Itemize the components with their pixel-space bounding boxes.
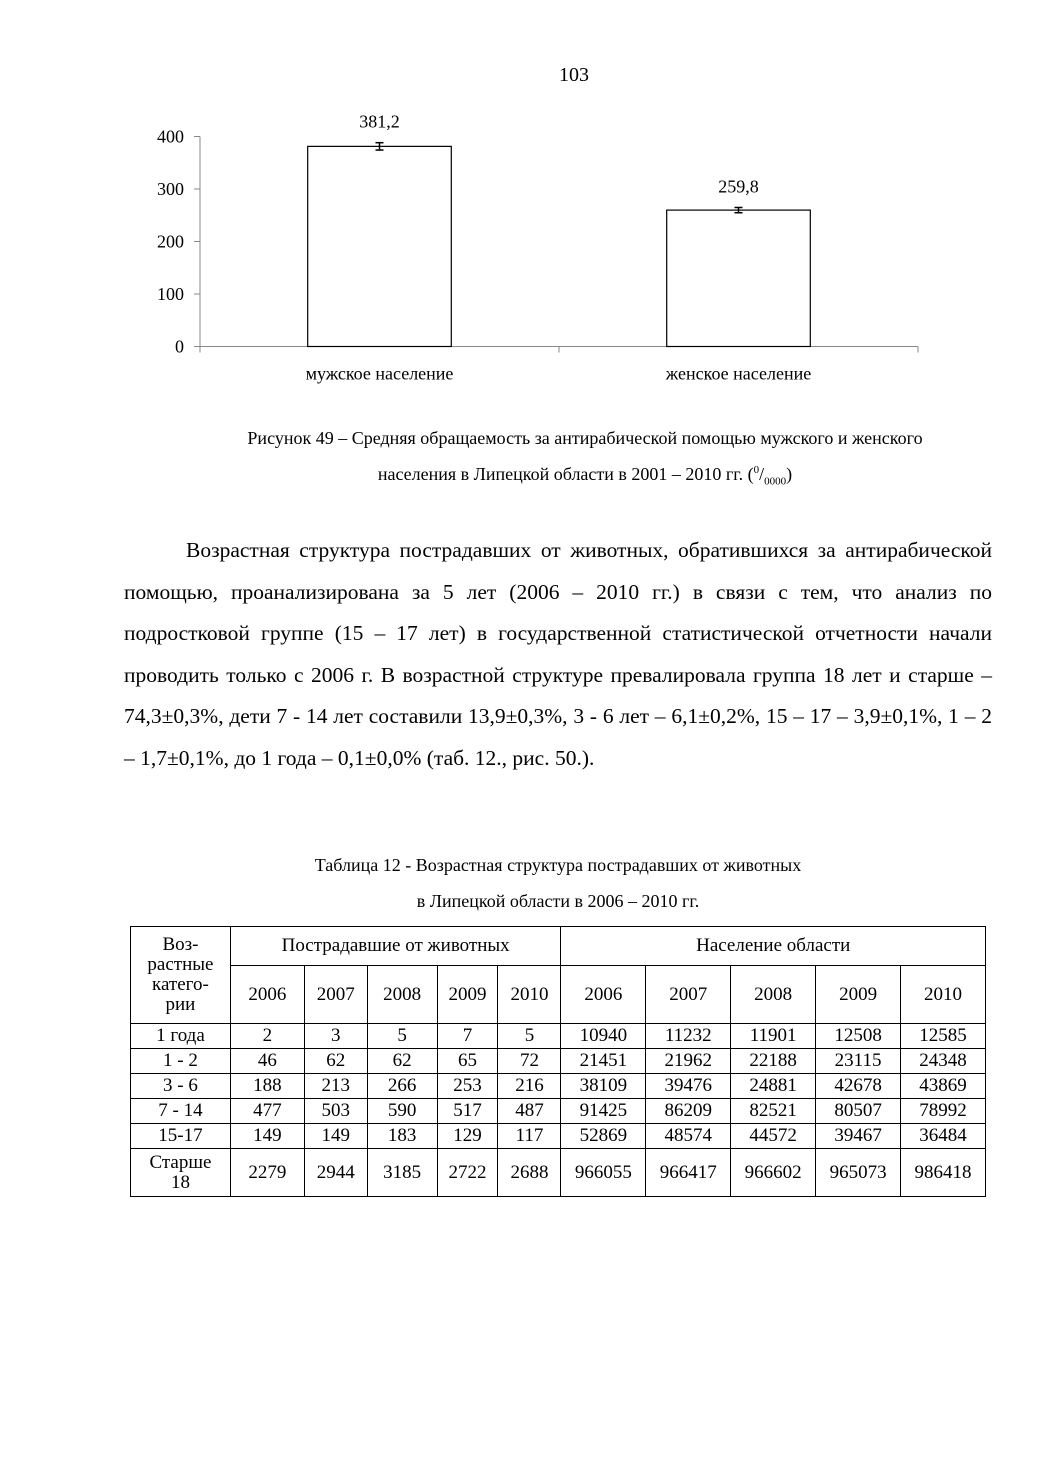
figure-caption-line2	[150, 454, 1020, 498]
unit-close: )	[786, 464, 793, 484]
year-header-cell: 2006	[561, 966, 646, 1024]
value-cell: 62	[304, 1049, 367, 1074]
data-label: 381,2	[359, 111, 400, 132]
y-tick-label: 400	[157, 126, 184, 147]
value-cell: 149	[230, 1124, 304, 1149]
value-cell: 966602	[731, 1149, 816, 1197]
year-header-cell: 2008	[731, 966, 816, 1024]
value-cell: 2279	[230, 1149, 304, 1197]
year-header-cell: 2009	[816, 966, 901, 1024]
value-cell: 44572	[731, 1124, 816, 1149]
body-paragraph: Возрастная структура пострадавших от животных, обратившихся за антирабической помощью, проанализирована за 5 лет (2006 – 2010 гг.) в связи с тем, что анализ по подростковой группе (15 – 17 лет) в государственной статистической отчетности начали проводить только с 2006 г. В возрастной структуре превалировала группа 18 лет и старше – 74,3±0,3%, дети 7 - 14 лет составили 13,9±0,3%, 3 - 6 лет – 6,1±0,2%, 15 – 17 – 3,9±0,1%, 1 – 2 – 1,7±0,1%, до 1 года – 0,1±0,0% (таб. 12., рис. 50.).	[124, 538, 992, 770]
value-cell: 48574	[646, 1124, 731, 1149]
year-header-cell: 2009	[437, 966, 498, 1024]
year-header-cell: 2010	[498, 966, 561, 1024]
value-cell: 65	[437, 1049, 498, 1074]
value-cell: 149	[304, 1124, 367, 1149]
unit-superscript: 0	[753, 464, 760, 476]
year-header-cell: 2010	[901, 966, 986, 1024]
value-cell: 3185	[367, 1149, 437, 1197]
value-cell: 590	[367, 1099, 437, 1124]
data-label: 259,8	[718, 176, 759, 197]
value-cell: 21451	[561, 1049, 646, 1074]
value-cell: 11901	[731, 1024, 816, 1049]
value-cell: 213	[304, 1074, 367, 1099]
value-cell: 477	[230, 1099, 304, 1124]
value-cell: 7	[437, 1024, 498, 1049]
figure-caption-line2-text: населения в Липецкой области в 2001 – 2010 гг. (	[377, 464, 754, 484]
category-cell: 3 - 6	[131, 1074, 231, 1099]
table-header-row	[131, 927, 986, 966]
value-cell: 12585	[901, 1024, 986, 1049]
bar	[667, 210, 811, 346]
value-cell: 183	[367, 1124, 437, 1149]
value-cell: 39476	[646, 1074, 731, 1099]
bar-chart	[0, 0, 1040, 400]
table-row	[131, 1024, 986, 1049]
table-year-row	[131, 966, 986, 1024]
table-row	[131, 1124, 986, 1149]
value-cell: 966417	[646, 1149, 731, 1197]
value-cell: 24348	[901, 1049, 986, 1074]
y-tick-label: 200	[157, 231, 184, 252]
value-cell: 517	[437, 1099, 498, 1124]
y-tick-label: 100	[157, 284, 184, 304]
value-cell: 23115	[816, 1049, 901, 1074]
bar	[308, 146, 452, 346]
category-cell: 1 года	[131, 1024, 231, 1049]
table-row	[131, 1049, 986, 1074]
value-cell: 266	[367, 1074, 437, 1099]
value-cell: 966055	[561, 1149, 646, 1197]
value-cell: 62	[367, 1049, 437, 1074]
figure-caption-line1: Рисунок 49 – Средняя обращаемость за антирабической помощью мужского и женского	[247, 428, 923, 448]
value-cell: 72	[498, 1049, 561, 1074]
category-cell: 7 - 14	[131, 1099, 231, 1124]
year-header-cell: 2006	[230, 966, 304, 1024]
value-cell: 11232	[646, 1024, 731, 1049]
x-category-label: мужское население	[305, 363, 454, 384]
page-number: 103	[559, 64, 589, 86]
category-header: Воз- растные катего- рии	[131, 927, 231, 1024]
value-cell: 86209	[646, 1099, 731, 1124]
value-cell: 24881	[731, 1074, 816, 1099]
victims-group-header: Пострадавшие от животных	[230, 927, 561, 966]
value-cell: 36484	[901, 1124, 986, 1149]
table-caption-line1: Таблица 12 - Возрастная структура пострадавших от животных	[314, 855, 802, 875]
year-header-cell: 2007	[304, 966, 367, 1024]
value-cell: 3	[304, 1024, 367, 1049]
value-cell: 43869	[901, 1074, 986, 1099]
value-cell: 2688	[498, 1149, 561, 1197]
value-cell: 253	[437, 1074, 498, 1099]
category-cell: 15-17	[131, 1124, 231, 1149]
body-paragraph-block	[124, 530, 992, 779]
value-cell: 216	[498, 1074, 561, 1099]
table-row	[131, 1149, 986, 1197]
category-cell: 1 - 2	[131, 1049, 231, 1074]
value-cell: 52869	[561, 1124, 646, 1149]
value-cell: 10940	[561, 1024, 646, 1049]
table-row	[131, 1099, 986, 1124]
unit-slash: /	[759, 464, 765, 484]
value-cell: 42678	[816, 1074, 901, 1099]
value-cell: 2944	[304, 1149, 367, 1197]
value-cell: 188	[230, 1074, 304, 1099]
value-cell: 46	[230, 1049, 304, 1074]
unit-subscript: 0000	[764, 475, 787, 488]
category-cell: Старше 18	[131, 1149, 231, 1197]
value-cell: 80507	[816, 1099, 901, 1124]
y-tick-label: 0	[175, 336, 184, 357]
table-row	[131, 1074, 986, 1099]
value-cell: 965073	[816, 1149, 901, 1197]
value-cell: 487	[498, 1099, 561, 1124]
value-cell: 117	[498, 1124, 561, 1149]
figure-caption	[150, 422, 1020, 498]
value-cell: 22188	[731, 1049, 816, 1074]
value-cell: 39467	[816, 1124, 901, 1149]
x-category-label: женское население	[665, 363, 812, 384]
value-cell: 986418	[901, 1149, 986, 1197]
value-cell: 78992	[901, 1099, 986, 1124]
value-cell: 5	[498, 1024, 561, 1049]
year-header-cell: 2008	[367, 966, 437, 1024]
value-cell: 129	[437, 1124, 498, 1149]
year-header-cell: 2007	[646, 966, 731, 1024]
table-caption-line2: в Липецкой области в 2006 – 2010 гг.	[416, 891, 700, 911]
value-cell: 5	[367, 1024, 437, 1049]
value-cell: 2722	[437, 1149, 498, 1197]
age-structure-table	[130, 926, 986, 1197]
value-cell: 503	[304, 1099, 367, 1124]
population-group-header: Население области	[561, 927, 986, 966]
y-tick-label: 300	[157, 179, 184, 199]
value-cell: 91425	[561, 1099, 646, 1124]
value-cell: 12508	[816, 1024, 901, 1049]
value-cell: 82521	[731, 1099, 816, 1124]
value-cell: 2	[230, 1024, 304, 1049]
value-cell: 21962	[646, 1049, 731, 1074]
value-cell: 38109	[561, 1074, 646, 1099]
